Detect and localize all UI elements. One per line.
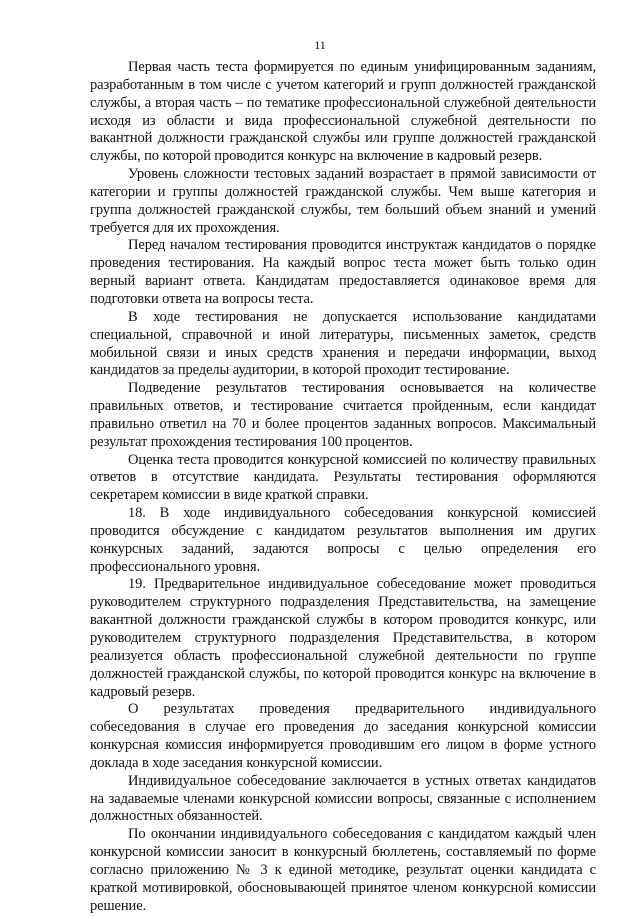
- paragraph-test-parts: Первая часть теста формируется по единым унифицированным заданиям, разработанным в том числе с учетом категорий и групп должностей гражданской службы, а вторая часть – по тематике профессиональной служебной деятельности исходя из области и вида профессиональной служебной деятельности по вакантной должности гражданской службы или группе должностей гражданской службы, по которой проводится конкурс на включение в кадровый резерв.: [90, 59, 596, 165]
- paragraph-item-18: 18. В ходе индивидуального собеседования конкурсной комиссией проводится обсуждение с кандидатом результатов выполнения им других конкурсных заданий, задаются вопросы с целью определения его профессионального уровня.: [90, 505, 596, 575]
- paragraph-test-instruction: Перед началом тестирования проводится инструктаж кандидатов о порядке проведения тестирования. На каждый вопрос теста может быть только один верный вариант ответа. Кандидатам предоставляется одинаковое время для подготовки ответа на вопросы теста.: [90, 237, 596, 307]
- page-number: 11: [314, 38, 326, 52]
- document-body: [90, 59, 596, 916]
- paragraph-test-restrictions: В ходе тестирования не допускается использование кандидатами специальной, справочной и иной литературы, письменных заметок, средств мобильной связи и иных средств хранения и передачи информации, выход кандидатов за пределы аудитории, в которой проходит тестирование.: [90, 308, 596, 379]
- paragraph-test-difficulty: Уровень сложности тестовых заданий возрастает в прямой зависимости от категории и группы должностей гражданской службы. Чем выше категория и группа должностей гражданской службы, тем больший объем знаний и умений требуется для их прохождения.: [90, 166, 596, 236]
- paragraph-item-19: 19. Предварительное индивидуальное собеседование может проводиться руководителем структурного подразделения Представительства, на замещение вакантной должности гражданской службы в котором проводится конкурс, или руководителем структурного подразделения Представительства, в котором реализуется область профессиональной служебной деятельности по группе должностей гражданской службы, по которой проводится конкурс на включение в кадровый резерв.: [90, 576, 596, 700]
- paragraph-interview-definition: Индивидуальное собеседование заключается в устных ответах кандидатов на задаваемые членами конкурсной комиссии вопросы, связанные с исполнением должностных обязанностей.: [90, 772, 596, 825]
- paragraph-test-evaluation: Оценка теста проводится конкурсной комиссией по количеству правильных ответов в отсутствие кандидата. Результаты тестирования оформляются секретарем комиссии в виде краткой справки.: [90, 451, 596, 504]
- paragraph-test-results: Подведение результатов тестирования основывается на количестве правильных ответов, и тестирование считается пройденным, если кандидат правильно ответил на 70 и более процентов заданных вопросов. Максимальный результат прохождения тестирования 100 процентов.: [90, 380, 596, 450]
- paragraph-preliminary-results: О результатах проведения предварительного индивидуального собеседования в случае его проведения до заседания конкурсной комиссии конкурсная комиссия информируется проводившим его лицом в форме устного доклада в ходе заседания конкурсной комиссии.: [90, 701, 596, 771]
- paragraph-interview-ballot: По окончании индивидуального собеседования с кандидатом каждый член конкурсной комиссии заносит в конкурсный бюллетень, составляемый по форме согласно приложению № 3 к единой методике, результат оценки кандидата с краткой мотивировкой, обосновывающей принятое членом конкурсной комиссии решение.: [90, 826, 596, 914]
